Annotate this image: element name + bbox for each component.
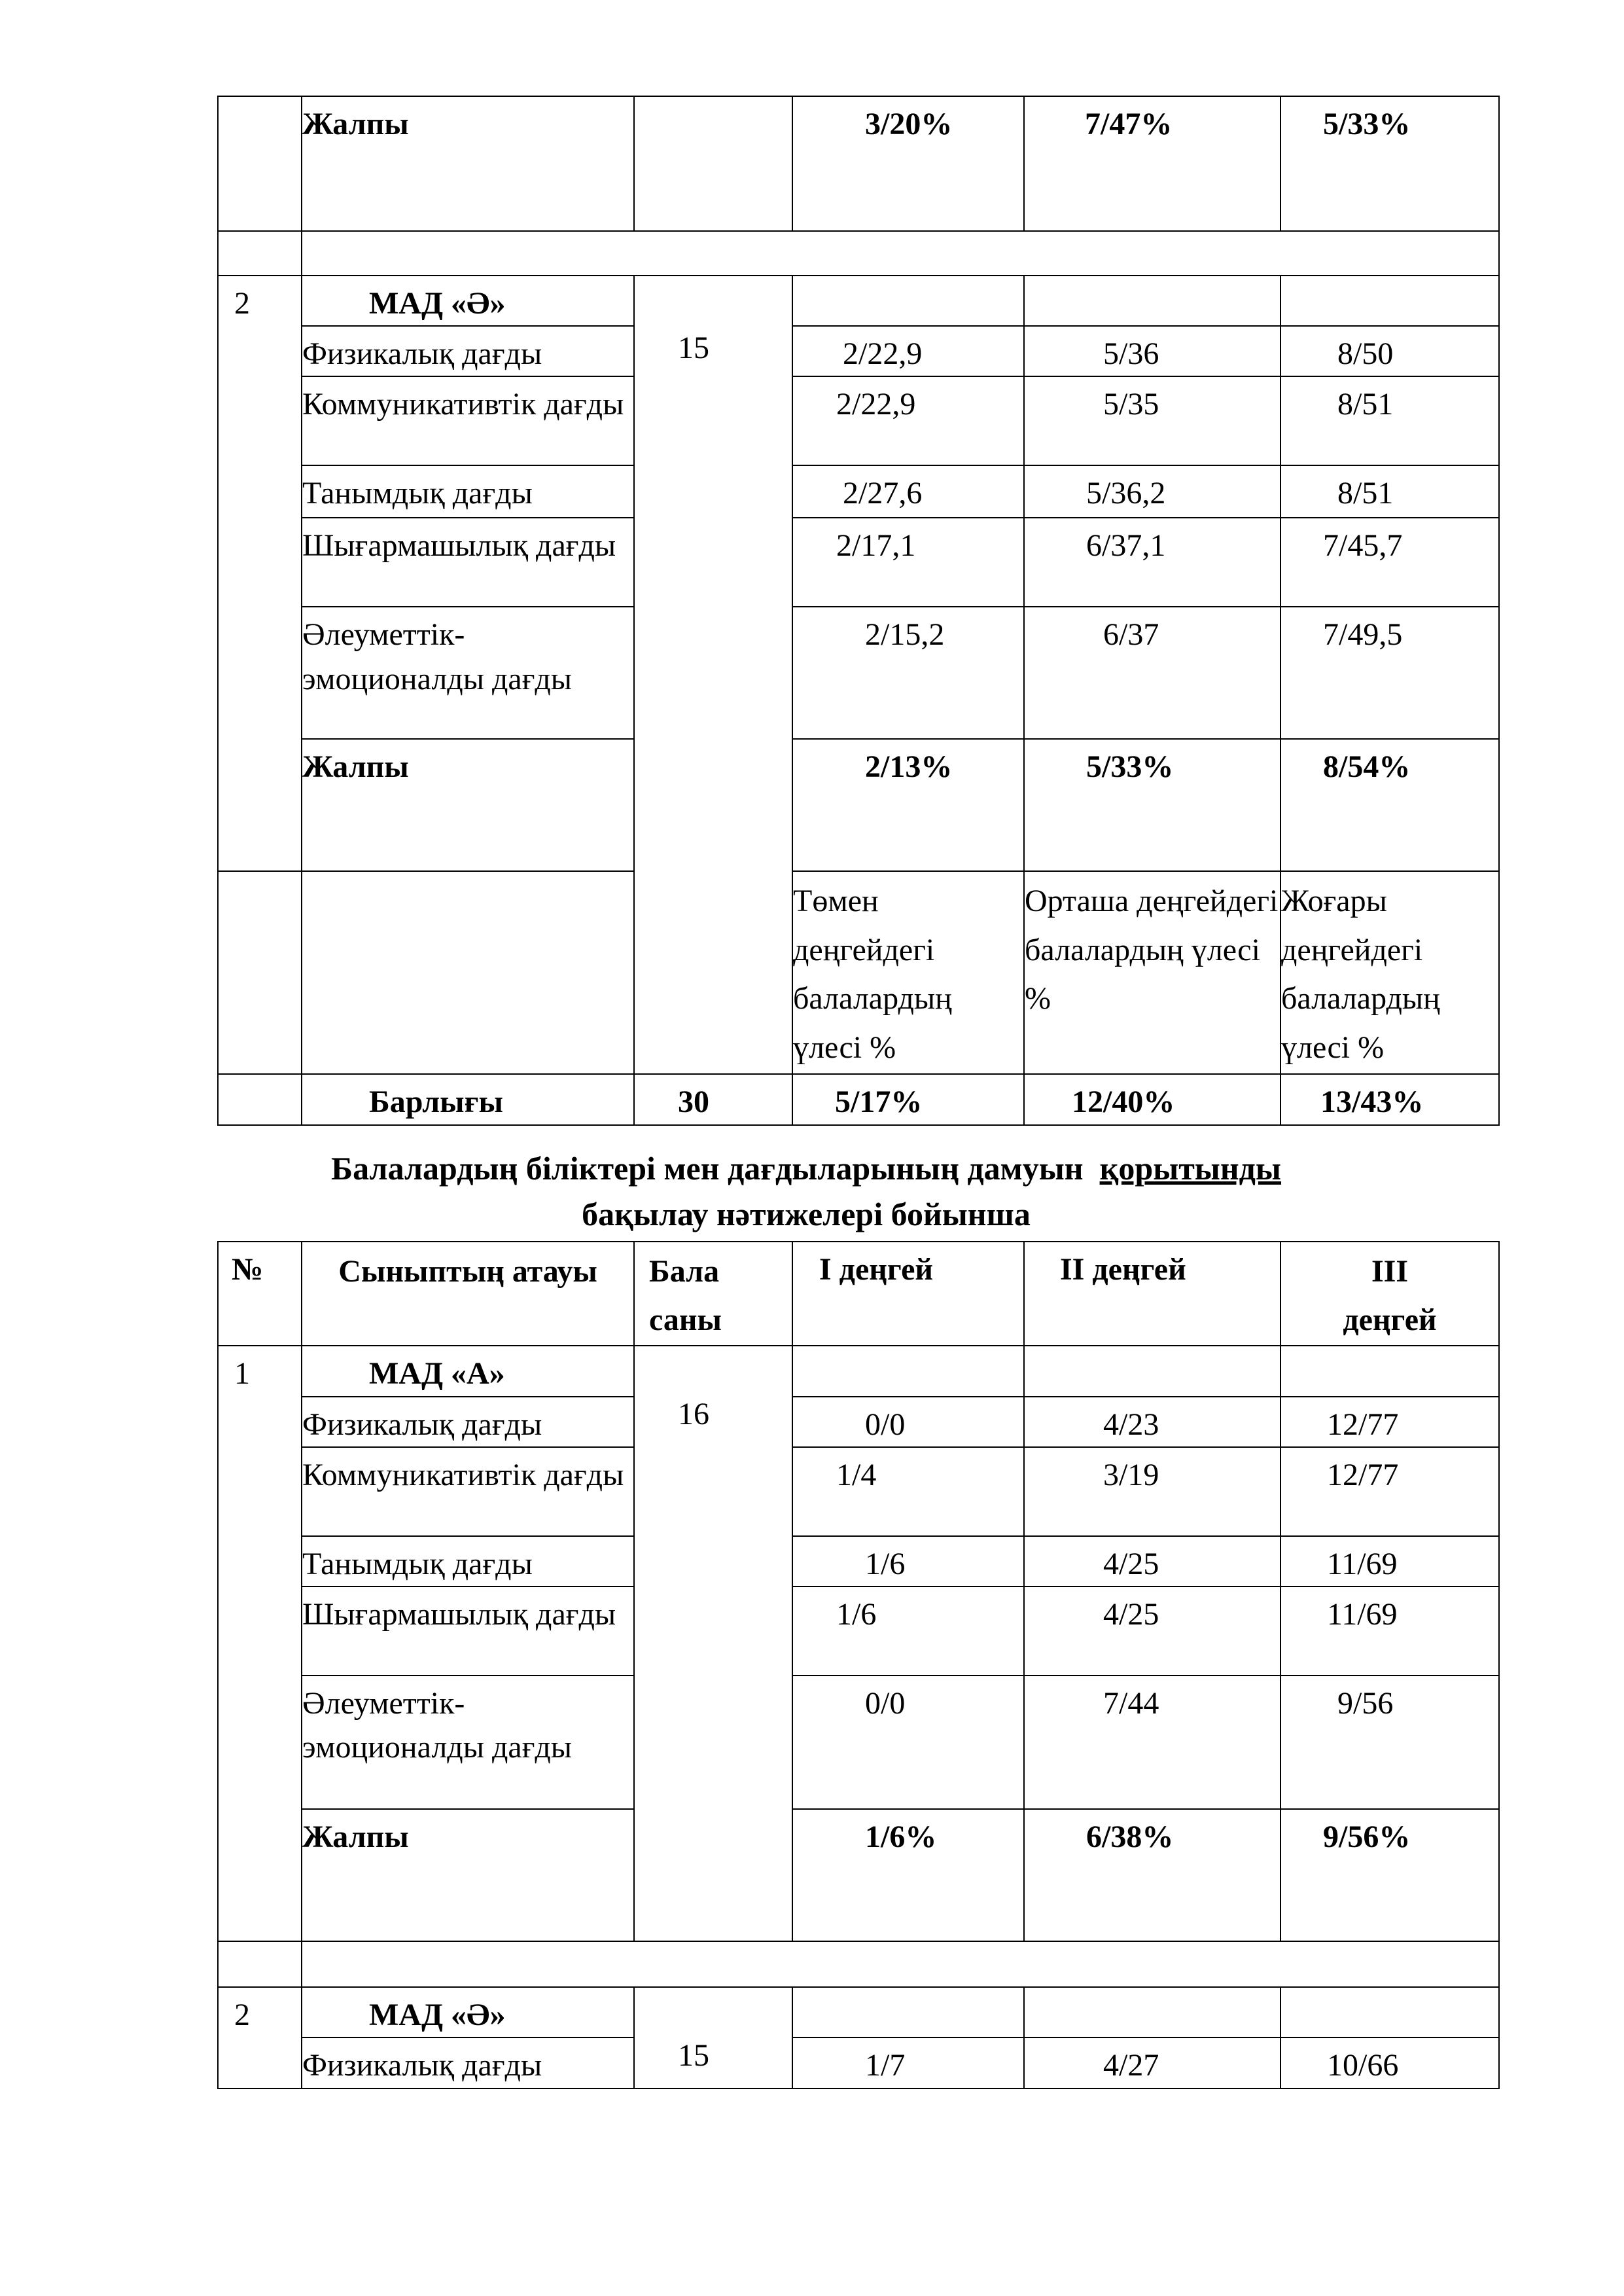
level3-value: 5/33% (1280, 96, 1499, 231)
skill-label: Танымдық дағды (302, 465, 634, 518)
table-row (218, 1346, 1499, 1397)
level1-value: 2/13% (792, 739, 1024, 871)
table-header-row (218, 1242, 1499, 1346)
level1-value: 0/0 (792, 1676, 1024, 1809)
grand-total-count: 30 (634, 1074, 792, 1125)
level1-value: 5/17% (792, 1074, 1024, 1125)
count-cell (634, 96, 792, 231)
table-row (218, 1074, 1499, 1125)
level1-value: 0/0 (792, 1397, 1024, 1447)
level2-value: 6/37,1 (1024, 518, 1280, 607)
level1-value: 1/6 (792, 1536, 1024, 1587)
level3-value: 8/50 (1280, 326, 1499, 376)
table-row (218, 739, 1499, 871)
level2-value: 6/38% (1024, 1809, 1280, 1941)
skill-label: Шығармашылық дағды (302, 518, 634, 607)
group-number: 2 (218, 1987, 302, 2088)
heading-line1: Балалардың біліктері мен дағдыларының дамуын (331, 1150, 1084, 1187)
level1-value: 1/6 (792, 1587, 1024, 1676)
level2-value: 4/25 (1024, 1536, 1280, 1587)
level3-value: 7/45,7 (1280, 518, 1499, 607)
header-class-name: Сыныптың атауы (302, 1242, 634, 1346)
level2-value: 5/33% (1024, 739, 1280, 871)
level2-value: 12/40% (1024, 1074, 1280, 1125)
group-name: МАД «Ә» (302, 1987, 634, 2037)
grand-total-label: Барлығы (302, 1074, 634, 1125)
skill-label: Коммуникативтік дағды (302, 1447, 634, 1536)
level2-value: 6/37 (1024, 607, 1280, 739)
level1-value: 2/27,6 (792, 465, 1024, 518)
table-row (218, 96, 1499, 231)
level3-value: 8/51 (1280, 376, 1499, 465)
level2-value: 7/44 (1024, 1676, 1280, 1809)
level3-value: 10/66 (1280, 2037, 1499, 2088)
group-number: 1 (218, 1346, 302, 1941)
results-table-continued (217, 96, 1500, 1126)
section-heading (217, 1145, 1395, 1237)
level2-caption: Орташа деңгейдегі балалардың үлесі % (1024, 871, 1280, 1074)
level1-value: 3/20% (792, 96, 1024, 231)
level3-value: 9/56 (1280, 1676, 1499, 1809)
group-count: 15 (634, 276, 792, 1074)
table-row (218, 1536, 1499, 1587)
level1-caption: Төмен деңгейдегі балалардың үлесі % (792, 871, 1024, 1074)
skill-label: Әлеуметтік-эмоционалды дағды (302, 607, 634, 739)
level2-value: 4/25 (1024, 1587, 1280, 1676)
header-level2: ІІ деңгей (1024, 1242, 1280, 1346)
level3-value: 12/77 (1280, 1397, 1499, 1447)
level2-value: 5/36 (1024, 326, 1280, 376)
skill-label: Әлеуметтік-эмоционалды дағды (302, 1676, 634, 1809)
skill-label: Физикалық дағды (302, 326, 634, 376)
level1-value: 2/22,9 (792, 376, 1024, 465)
skill-label: Физикалық дағды (302, 2037, 634, 2088)
table-row (218, 465, 1499, 518)
level2-value: 3/19 (1024, 1447, 1280, 1536)
level3-value: 13/43% (1280, 1074, 1499, 1125)
table-row (218, 518, 1499, 607)
level3-value: 11/69 (1280, 1587, 1499, 1676)
group-count: 15 (634, 1987, 792, 2088)
skill-label: Танымдық дағды (302, 1536, 634, 1587)
table-row-spacer (218, 231, 1499, 276)
table-row (218, 1397, 1499, 1447)
number-cell (218, 96, 302, 231)
table-row (218, 1587, 1499, 1676)
table-row (218, 607, 1499, 739)
table-row-spacer (218, 1941, 1499, 1987)
level3-value: 8/54% (1280, 739, 1499, 871)
level1-value: 2/22,9 (792, 326, 1024, 376)
table-row (218, 2037, 1499, 2088)
level3-value: 7/49,5 (1280, 607, 1499, 739)
total-label: Жалпы (302, 739, 634, 871)
group-name: МАД «А» (302, 1346, 634, 1397)
header-count: Бала саны (634, 1242, 792, 1346)
level3-value: 8/51 (1280, 465, 1499, 518)
level1-value: 1/4 (792, 1447, 1024, 1536)
header-level1: І деңгей (792, 1242, 1024, 1346)
level3-caption: Жоғары деңгейдегі балалардың үлесі % (1280, 871, 1499, 1074)
table-row (218, 1447, 1499, 1536)
group-number: 2 (218, 276, 302, 871)
level3-value: 9/56% (1280, 1809, 1499, 1941)
table-row (218, 1809, 1499, 1941)
table-row (218, 326, 1499, 376)
level2-value: 7/47% (1024, 96, 1280, 231)
level1-value: 1/7 (792, 2037, 1024, 2088)
table-row (218, 1676, 1499, 1809)
level1-value: 2/15,2 (792, 607, 1024, 739)
level1-value: 2/17,1 (792, 518, 1024, 607)
heading-underlined-word: қорытынды (1099, 1150, 1281, 1187)
level3-value: 11/69 (1280, 1536, 1499, 1587)
header-number: № (218, 1242, 302, 1346)
table-row (218, 871, 1499, 1074)
skill-label: Физикалық дағды (302, 1397, 634, 1447)
group-name: МАД «Ә» (302, 276, 634, 326)
total-label: Жалпы (302, 96, 634, 231)
total-label: Жалпы (302, 1809, 634, 1941)
level2-value: 4/27 (1024, 2037, 1280, 2088)
table-row (218, 1987, 1499, 2037)
heading-line2: бақылау нәтижелері бойынша (582, 1196, 1031, 1232)
table-row (218, 276, 1499, 326)
final-results-table (217, 1241, 1500, 2089)
level2-value: 5/35 (1024, 376, 1280, 465)
group-count: 16 (634, 1346, 792, 1941)
header-level3: ІІІ деңгей (1280, 1242, 1499, 1346)
table-row (218, 376, 1499, 465)
level3-value: 12/77 (1280, 1447, 1499, 1536)
skill-label: Шығармашылық дағды (302, 1587, 634, 1676)
level1-value: 1/6% (792, 1809, 1024, 1941)
level2-value: 4/23 (1024, 1397, 1280, 1447)
skill-label: Коммуникативтік дағды (302, 376, 634, 465)
level2-value: 5/36,2 (1024, 465, 1280, 518)
